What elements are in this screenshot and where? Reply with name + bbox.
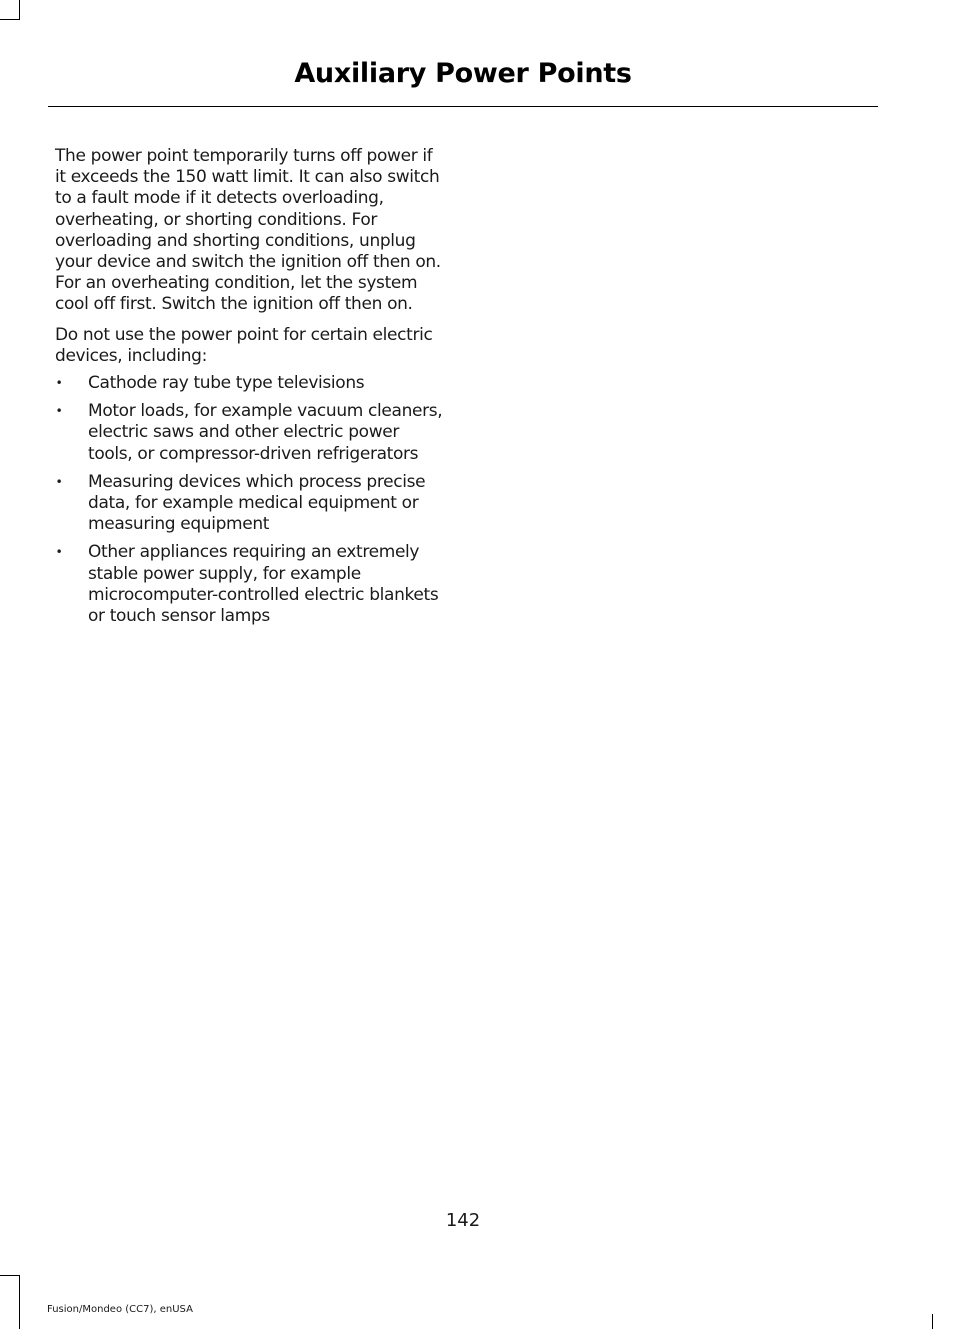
list-item bbox=[55, 373, 447, 394]
crop-mark-top-left-horizontal bbox=[0, 19, 20, 20]
list-item-text: Other appliances requiring an extremely stable power supply, for example microcomputer-controlled electric blankets or touch sensor lamps bbox=[88, 542, 439, 627]
bullet-icon: • bbox=[55, 545, 63, 560]
crop-mark-top-left-vertical bbox=[19, 0, 20, 19]
list-item bbox=[55, 472, 447, 536]
page-title: Auxiliary Power Points bbox=[294, 58, 632, 89]
list-item bbox=[55, 542, 447, 627]
crop-mark-bottom-left-horizontal bbox=[0, 1275, 20, 1276]
crop-mark-bottom-left-vertical bbox=[19, 1275, 20, 1329]
paragraph-device-warning: Do not use the power point for certain electric devices, including: bbox=[55, 324, 433, 366]
device-list bbox=[55, 373, 447, 627]
paragraph-power-limit: The power point temporarily turns off power if it exceeds the 150 watt limit. It can also switch to a fault mode if it detects overloading, overheating, or shorting conditions. For overloading and shorting conditions, unplug your device and switch the ignition off then on. For an overheating condition, let the system cool off first. Switch the ignition off then on. bbox=[55, 146, 441, 315]
page-number: 142 bbox=[445, 1210, 481, 1231]
title-divider bbox=[48, 106, 878, 107]
main-column bbox=[55, 146, 447, 634]
document-id: Fusion/Mondeo (CC7), enUSA bbox=[47, 1304, 193, 1315]
bullet-icon: • bbox=[55, 376, 63, 391]
bullet-icon: • bbox=[55, 474, 63, 489]
list-item-text: Cathode ray tube type televisions bbox=[88, 373, 365, 394]
crop-mark-bottom-right-vertical bbox=[932, 1314, 933, 1329]
list-item-text: Measuring devices which process precise data, for example medical equipment or measuring equipment bbox=[88, 471, 426, 535]
list-item bbox=[55, 401, 447, 465]
bullet-icon: • bbox=[55, 404, 63, 419]
list-item-text: Motor loads, for example vacuum cleaners, electric saws and other electric power tools, or compressor-driven refrigerators bbox=[88, 401, 443, 464]
